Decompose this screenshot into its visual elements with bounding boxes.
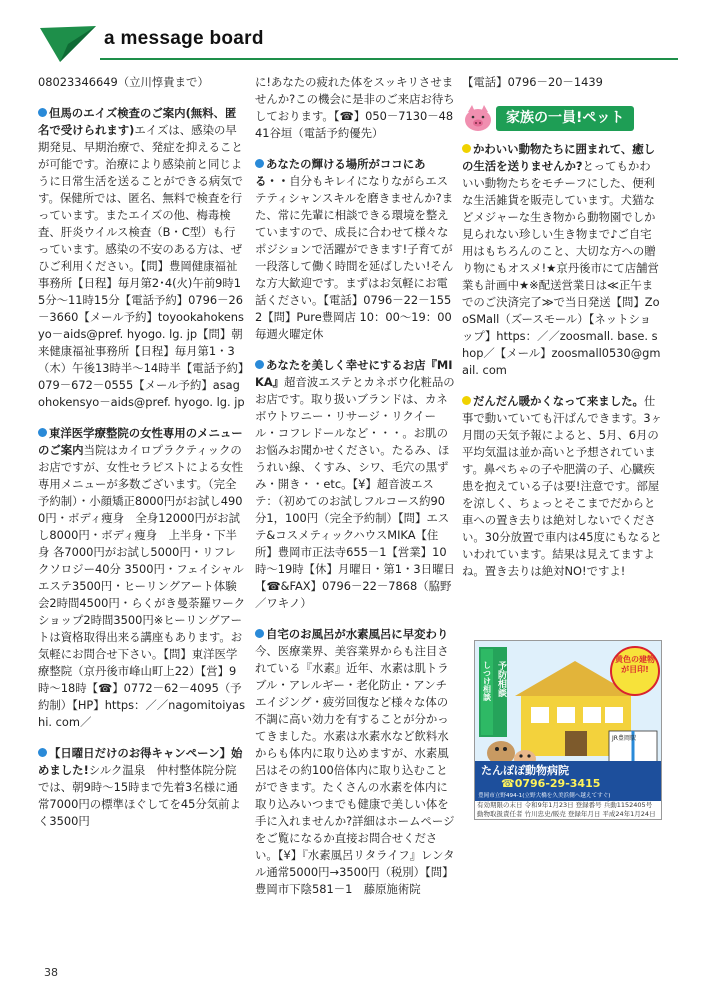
entry-zoosmall [462, 141, 662, 379]
clinic-ad-image [475, 641, 661, 801]
entry-body: 当院はカイロプラクティックのお店ですが、女性セラピストによる女性専用メニューが多数ございます。（完全予約制）・小顔矯正8000円がお試し4900円・ボディ痩身 全身12000円がお試し8000円・ボディ痩身 上半身・下半身 各7000円がお試し5000円・リフレクソロジー40分 3500円・フェイシャルエステ3500円・ヒーリングアート体験会2時間4500円・らくがき曼荼羅ワークショップ2時間3500円※ヒーリングアートは資格取得出来る講座もあります。お気軽にお問合せ下さい。【問】東洋医学療整院（京丹後市峰山町上22）【営】9時～18時【☎】0772－62－4095（予約制）【HP】https：／／nagomitoiyashi. com／ [38, 443, 246, 729]
entry-lead: 自宅のお風呂が水素風呂に早変わり [266, 627, 449, 641]
bullet-icon [255, 360, 264, 369]
entry-body: 仕事で動いていても汗ばんできます。3ヶ月間の天気予報によると、5月、6月の平均気温は並か高いと予想されています。鼻ぺちゃの子や肥満の子、心臓疾患を抱えている子は要!注意です。部屋を涼しく、ちょっとそこまでだからと車への置き去りは絶対しないでください。30分放置で車内は45度にもなるといわれています。結果は見えてますよね。置き去りは絶対NO!ですよ! [462, 394, 662, 578]
section-label: 家族の一員!ペット [496, 106, 634, 131]
ad-clinic-name: たんぽぽ動物病院 [481, 764, 569, 777]
entry-esthetician [255, 156, 455, 343]
col1-intro: 08023346649（立川惇貴まで） [38, 75, 209, 89]
entry-aids-test [38, 105, 246, 411]
entry-hydrogen-bath [255, 626, 455, 898]
col3-intro: 【電話】0796－20－1439 [462, 75, 603, 89]
entry-body: とってもかわいい動物たちをモチーフにした、便利な生活雑貨を販売しています。犬猫などメジャーな生き物から動物園でしか見られない珍しい生き物まで♪ご自宅用はもちろんのこと、大切な方への贈り物にもオスメ!★京丹後市にて店舗営業も計画中★※配送営業日は≪正午までのご決済完了≫で当日発送【問】ZooSMall（ズースモール）【ネットショップ】https：／／zoosmall. base. shop／【メール】zoosmall0530@gmail. com [462, 159, 661, 377]
clinic-advertisement [474, 640, 662, 820]
bullet-icon [38, 108, 47, 117]
section-header-pets [462, 103, 662, 133]
page-header [38, 22, 678, 68]
entry-mika [255, 357, 455, 612]
col2-intro: に!あなたの疲れた体をスッキリさせませんか?この機会に是非のご来店お待ちしております。【☎】050－7130－4841谷垣（電話予約優先） [255, 75, 455, 140]
ad-map-label: JR豊岡駅 [612, 735, 636, 742]
entry-lead: あなたを美しく幸せにするお店『MIKA』 [255, 358, 453, 389]
entry-body: シルク温泉 仲村整体院分院では、朝9時～15時まで先着3名様に通常7000円の標準ほぐしてを45分気前よく3500円 [38, 763, 241, 828]
entry-body: 自分もキレイになりながらエステティシャンスキルを磨きませんか?また、常に先輩に相談できる環境を整えていますので、成長に合わせて様々なポジションで活躍ができます!子育てが一段落して働く時間を延ばしたい!そんな方大歓迎です。まずはお気軽にお電話ください。【電話】0796－22－1552【問】Pure豊岡店 10：00～19：00 毎週火曜定休 [255, 174, 456, 341]
pig-icon [462, 103, 494, 133]
entry-lead: あなたの輝ける場所がココにある・・ [255, 157, 426, 188]
paper-plane-icon [38, 22, 98, 64]
bullet-icon [462, 396, 471, 405]
entry-lead: かわいい動物たちに囲まれて、癒しの生活を送りませんか? [462, 142, 656, 173]
entry-body: 今、医療業界、美容業界からも注目されている『水素』近年、水素は肌トラブル・アレルギー・老化防止・アンチエイジング・疲労回復など様々な体の不調に高い効力を有することが分かってきました。水素は水素水など飲料水からも体内に取り込めますが、水素風呂はその約100倍体内に取り込むことができます。たくさんの水素を体内に取り込みいつまでも健康で美しい体を手に入れませんか?詳細はホームページをご覧になるか直接お問合せください。【¥】『水素風呂リタライフ』レンタル通常5000円→3500円（税別）【問】豊岡市下陰581－1 藤原施術院 [255, 644, 455, 896]
entry-body: 超音波エステとカネボウ化粧品のお店です。取り扱いブランドは、カネボウトワニー・リサージ・リクイール・コフレドールなど・・・。お肌のお悩みお聞かせください。たるみ、ほうれい線、くすみ、シワ、毛穴の黒ずみ・開き・・etc。【¥】超音波エステ：（初めてのお試しフルコース約90分1，100円（完全予約制）【問】エステ&コスメティックハウスMIKA【住所】豊岡市正法寺655－1【営業】10時～19時【休】月曜日・第1・3日曜日【☎&FAX】0796－22－7868（脇野／ワキノ） [255, 375, 455, 610]
entry-lead: 【日曜日だけのお得キャンペーン】始めました! [38, 746, 243, 777]
ad-caption: 有効期限の末日 令和9年1月23日 登録番号 兵動1152405号 動物取扱責任者 竹川忠史/販売 登録年月日 平成24年1月24日 [477, 801, 659, 818]
entry-heat-warning [462, 393, 662, 580]
ad-badge: 黄色の建物が目印! [615, 655, 655, 674]
bullet-icon [255, 629, 264, 638]
column-2 [255, 74, 455, 898]
ad-address: 豊岡市立野494-1(立野大橋を久美浜側へ越えてすぐ) [478, 793, 611, 799]
ad-phone: ☎0796-29-3415 [501, 777, 601, 790]
entry-lead: だんだん暖かくなって来ました。 [473, 394, 644, 408]
bullet-icon [38, 428, 47, 437]
column-1 [38, 74, 246, 830]
column-3 [462, 74, 662, 580]
entry-body: エイズは、感染の早期発見、早期治療で、発症を抑えることが可能です。治療により感染前と同じように日常生活を送ることができる病気です。保健所では、匿名、無料で検査を行っています。またエイズの他、梅毒検査、肝炎ウイルス検査（B・C型）も行っています。感染の不安のある方は、ぜひご利用ください。【問】豊岡健康福祉事務所【日程】毎月第2･4(火)午前9時15分～11時15分【電話予約】0796－26－3660【メール予約】toyookahokensyo－aids@pref. hyogo. lg. jp【問】朝来健康福祉事務所【日程】毎月第1・3（木）午後13時半～14時半【電話予約】079－672－0555【メール予約】asagohokensyo－aids@pref. hyogo. lg. jp [38, 123, 245, 409]
entry-toyo-clinic [38, 425, 246, 731]
bullet-icon [255, 159, 264, 168]
ad-tag-vertical: 予防相談 [496, 661, 506, 697]
entry-lead: 東洋医学療整院の女性専用のメニューのご案内 [38, 426, 243, 457]
ad-tag-vertical-2: しつけ相談 [482, 661, 492, 701]
header-rule [100, 58, 678, 60]
bullet-icon [38, 748, 47, 757]
page-number: 38 [44, 966, 58, 979]
entry-lead: 但馬のエイズ検査のご案内(無料、匿名で受けられます) [38, 106, 237, 137]
entry-sunday-campaign [38, 745, 246, 830]
bullet-icon [462, 144, 471, 153]
board-title: a message board [104, 28, 264, 49]
